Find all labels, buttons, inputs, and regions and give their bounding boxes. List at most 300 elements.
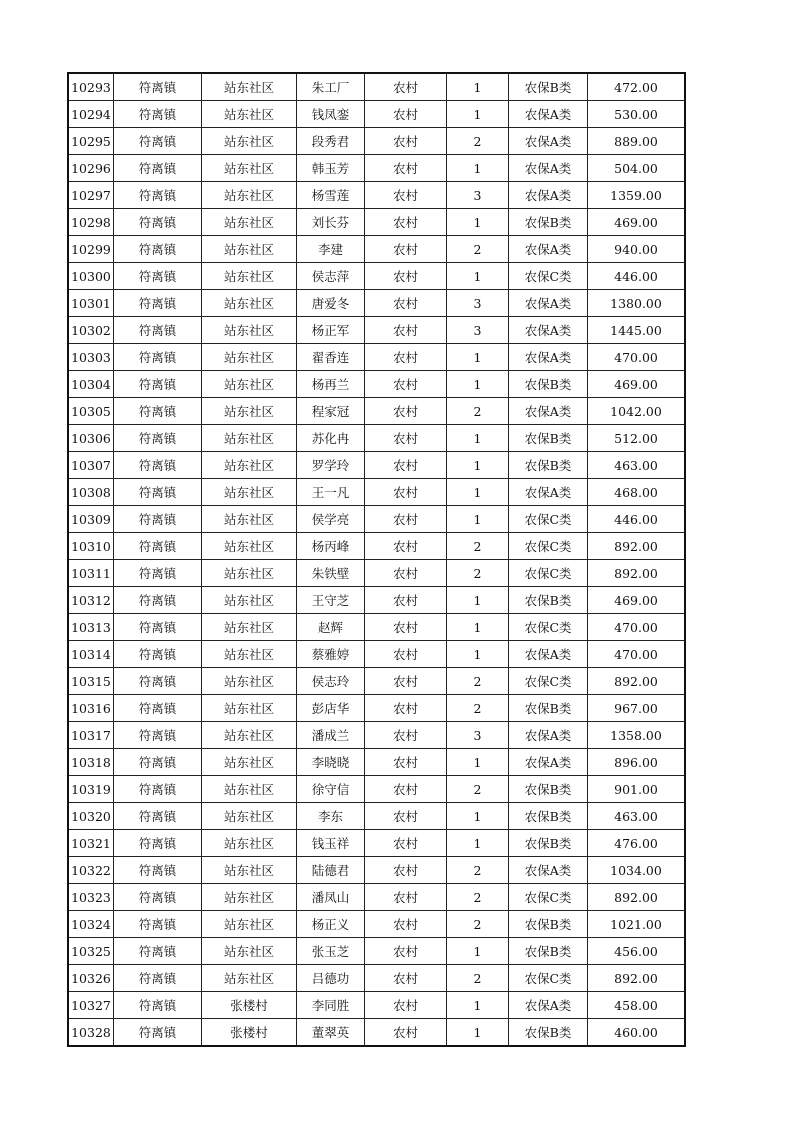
- cell-count: 3: [447, 182, 509, 209]
- table-row: [68, 236, 685, 263]
- cell-count: 2: [447, 695, 509, 722]
- cell-name: 侯志玲: [297, 668, 365, 695]
- cell-category: 农保B类: [509, 452, 588, 479]
- cell-count: 2: [447, 236, 509, 263]
- cell-category: 农保C类: [509, 533, 588, 560]
- table-row: [68, 73, 685, 101]
- cell-household-type: 农村: [365, 911, 447, 938]
- table-row: [68, 938, 685, 965]
- cell-count: 1: [447, 101, 509, 128]
- cell-category: 农保A类: [509, 398, 588, 425]
- table-row: [68, 101, 685, 128]
- cell-household-type: 农村: [365, 641, 447, 668]
- cell-household-type: 农村: [365, 209, 447, 236]
- cell-amount: 512.00: [588, 425, 686, 452]
- cell-id: 10318: [68, 749, 114, 776]
- cell-household-type: 农村: [365, 425, 447, 452]
- cell-name: 罗学玲: [297, 452, 365, 479]
- cell-community: 站东社区: [202, 668, 297, 695]
- cell-community: 张楼村: [202, 1019, 297, 1047]
- cell-household-type: 农村: [365, 263, 447, 290]
- cell-name: 潘成兰: [297, 722, 365, 749]
- cell-id: 10299: [68, 236, 114, 263]
- cell-household-type: 农村: [365, 533, 447, 560]
- cell-amount: 463.00: [588, 452, 686, 479]
- cell-town: 符离镇: [114, 533, 202, 560]
- cell-community: 站东社区: [202, 398, 297, 425]
- cell-id: 10327: [68, 992, 114, 1019]
- cell-category: 农保A类: [509, 128, 588, 155]
- cell-category: 农保B类: [509, 776, 588, 803]
- cell-amount: 1358.00: [588, 722, 686, 749]
- cell-id: 10308: [68, 479, 114, 506]
- cell-count: 1: [447, 749, 509, 776]
- cell-category: 农保C类: [509, 614, 588, 641]
- cell-id: 10297: [68, 182, 114, 209]
- cell-count: 1: [447, 425, 509, 452]
- cell-amount: 1034.00: [588, 857, 686, 884]
- cell-town: 符离镇: [114, 371, 202, 398]
- cell-household-type: 农村: [365, 479, 447, 506]
- cell-name: 徐守信: [297, 776, 365, 803]
- cell-household-type: 农村: [365, 587, 447, 614]
- table-row: [68, 344, 685, 371]
- cell-household-type: 农村: [365, 695, 447, 722]
- cell-household-type: 农村: [365, 992, 447, 1019]
- cell-amount: 1359.00: [588, 182, 686, 209]
- table-row: [68, 884, 685, 911]
- table-row: [68, 209, 685, 236]
- cell-category: 农保B类: [509, 209, 588, 236]
- cell-category: 农保A类: [509, 344, 588, 371]
- cell-community: 站东社区: [202, 722, 297, 749]
- cell-town: 符离镇: [114, 1019, 202, 1047]
- cell-id: 10305: [68, 398, 114, 425]
- cell-count: 1: [447, 587, 509, 614]
- cell-household-type: 农村: [365, 506, 447, 533]
- cell-name: 苏化冉: [297, 425, 365, 452]
- cell-town: 符离镇: [114, 965, 202, 992]
- cell-household-type: 农村: [365, 722, 447, 749]
- cell-amount: 940.00: [588, 236, 686, 263]
- cell-town: 符离镇: [114, 290, 202, 317]
- cell-household-type: 农村: [365, 128, 447, 155]
- table-row: [68, 587, 685, 614]
- cell-community: 站东社区: [202, 128, 297, 155]
- cell-id: 10310: [68, 533, 114, 560]
- cell-category: 农保B类: [509, 695, 588, 722]
- cell-town: 符离镇: [114, 479, 202, 506]
- cell-id: 10313: [68, 614, 114, 641]
- cell-amount: 892.00: [588, 560, 686, 587]
- cell-household-type: 农村: [365, 290, 447, 317]
- table-row: [68, 830, 685, 857]
- cell-amount: 1380.00: [588, 290, 686, 317]
- data-table: [67, 72, 686, 1047]
- table-row: [68, 560, 685, 587]
- cell-name: 李同胜: [297, 992, 365, 1019]
- cell-category: 农保B类: [509, 1019, 588, 1047]
- cell-household-type: 农村: [365, 452, 447, 479]
- cell-amount: 470.00: [588, 614, 686, 641]
- table-row: [68, 992, 685, 1019]
- cell-count: 1: [447, 938, 509, 965]
- cell-id: 10323: [68, 884, 114, 911]
- cell-community: 站东社区: [202, 641, 297, 668]
- cell-name: 王一凡: [297, 479, 365, 506]
- cell-amount: 967.00: [588, 695, 686, 722]
- cell-id: 10294: [68, 101, 114, 128]
- cell-community: 站东社区: [202, 695, 297, 722]
- cell-household-type: 农村: [365, 317, 447, 344]
- cell-category: 农保B类: [509, 938, 588, 965]
- cell-count: 1: [447, 479, 509, 506]
- cell-town: 符离镇: [114, 857, 202, 884]
- cell-id: 10293: [68, 73, 114, 101]
- cell-category: 农保A类: [509, 722, 588, 749]
- cell-town: 符离镇: [114, 695, 202, 722]
- cell-category: 农保A类: [509, 101, 588, 128]
- cell-town: 符离镇: [114, 73, 202, 101]
- cell-community: 站东社区: [202, 506, 297, 533]
- cell-community: 站东社区: [202, 830, 297, 857]
- cell-category: 农保C类: [509, 884, 588, 911]
- cell-town: 符离镇: [114, 236, 202, 263]
- cell-town: 符离镇: [114, 614, 202, 641]
- cell-community: 站东社区: [202, 938, 297, 965]
- cell-community: 站东社区: [202, 749, 297, 776]
- cell-amount: 889.00: [588, 128, 686, 155]
- cell-id: 10298: [68, 209, 114, 236]
- cell-town: 符离镇: [114, 128, 202, 155]
- cell-household-type: 农村: [365, 938, 447, 965]
- cell-count: 2: [447, 533, 509, 560]
- cell-community: 站东社区: [202, 857, 297, 884]
- cell-count: 1: [447, 209, 509, 236]
- cell-count: 2: [447, 884, 509, 911]
- cell-amount: 460.00: [588, 1019, 686, 1047]
- cell-name: 董翠英: [297, 1019, 365, 1047]
- cell-community: 站东社区: [202, 371, 297, 398]
- cell-town: 符离镇: [114, 263, 202, 290]
- cell-amount: 472.00: [588, 73, 686, 101]
- cell-name: 杨正义: [297, 911, 365, 938]
- table-row: [68, 911, 685, 938]
- table-row: [68, 182, 685, 209]
- cell-category: 农保A类: [509, 182, 588, 209]
- cell-community: 站东社区: [202, 290, 297, 317]
- cell-name: 段秀君: [297, 128, 365, 155]
- cell-household-type: 农村: [365, 614, 447, 641]
- cell-amount: 892.00: [588, 884, 686, 911]
- cell-name: 李东: [297, 803, 365, 830]
- document-page: [67, 72, 679, 1047]
- table-row: [68, 452, 685, 479]
- cell-category: 农保A类: [509, 641, 588, 668]
- cell-town: 符离镇: [114, 749, 202, 776]
- cell-household-type: 农村: [365, 776, 447, 803]
- cell-household-type: 农村: [365, 73, 447, 101]
- cell-amount: 892.00: [588, 965, 686, 992]
- cell-amount: 476.00: [588, 830, 686, 857]
- cell-community: 站东社区: [202, 587, 297, 614]
- cell-count: 2: [447, 668, 509, 695]
- cell-id: 10295: [68, 128, 114, 155]
- table-row: [68, 425, 685, 452]
- cell-amount: 469.00: [588, 209, 686, 236]
- cell-household-type: 农村: [365, 182, 447, 209]
- cell-household-type: 农村: [365, 236, 447, 263]
- cell-count: 3: [447, 290, 509, 317]
- cell-count: 1: [447, 506, 509, 533]
- table-row: [68, 479, 685, 506]
- cell-id: 10301: [68, 290, 114, 317]
- cell-id: 10321: [68, 830, 114, 857]
- cell-town: 符离镇: [114, 155, 202, 182]
- cell-amount: 530.00: [588, 101, 686, 128]
- cell-town: 符离镇: [114, 938, 202, 965]
- cell-amount: 892.00: [588, 668, 686, 695]
- cell-id: 10309: [68, 506, 114, 533]
- table-row: [68, 857, 685, 884]
- cell-id: 10314: [68, 641, 114, 668]
- cell-id: 10304: [68, 371, 114, 398]
- cell-town: 符离镇: [114, 560, 202, 587]
- cell-count: 1: [447, 155, 509, 182]
- cell-community: 站东社区: [202, 776, 297, 803]
- cell-id: 10302: [68, 317, 114, 344]
- cell-id: 10326: [68, 965, 114, 992]
- cell-id: 10315: [68, 668, 114, 695]
- cell-count: 1: [447, 830, 509, 857]
- cell-town: 符离镇: [114, 830, 202, 857]
- table-row: [68, 371, 685, 398]
- cell-count: 2: [447, 965, 509, 992]
- cell-id: 10311: [68, 560, 114, 587]
- cell-amount: 901.00: [588, 776, 686, 803]
- cell-household-type: 农村: [365, 803, 447, 830]
- cell-name: 李晓晓: [297, 749, 365, 776]
- cell-id: 10325: [68, 938, 114, 965]
- cell-count: 1: [447, 263, 509, 290]
- table-row: [68, 641, 685, 668]
- cell-amount: 504.00: [588, 155, 686, 182]
- cell-community: 站东社区: [202, 479, 297, 506]
- cell-amount: 892.00: [588, 533, 686, 560]
- cell-name: 彭店华: [297, 695, 365, 722]
- cell-household-type: 农村: [365, 884, 447, 911]
- table-body: [68, 73, 685, 1046]
- cell-id: 10324: [68, 911, 114, 938]
- cell-town: 符离镇: [114, 506, 202, 533]
- cell-amount: 1021.00: [588, 911, 686, 938]
- table-row: [68, 1019, 685, 1047]
- cell-name: 韩玉芳: [297, 155, 365, 182]
- cell-amount: 1042.00: [588, 398, 686, 425]
- cell-name: 钱玉祥: [297, 830, 365, 857]
- cell-category: 农保B类: [509, 830, 588, 857]
- cell-count: 1: [447, 344, 509, 371]
- cell-amount: 463.00: [588, 803, 686, 830]
- cell-town: 符离镇: [114, 803, 202, 830]
- cell-count: 1: [447, 803, 509, 830]
- table-row: [68, 803, 685, 830]
- table-row: [68, 695, 685, 722]
- cell-name: 杨正军: [297, 317, 365, 344]
- cell-id: 10320: [68, 803, 114, 830]
- cell-id: 10322: [68, 857, 114, 884]
- table-row: [68, 263, 685, 290]
- table-row: [68, 965, 685, 992]
- cell-category: 农保A类: [509, 749, 588, 776]
- cell-town: 符离镇: [114, 425, 202, 452]
- cell-name: 侯学亮: [297, 506, 365, 533]
- cell-id: 10306: [68, 425, 114, 452]
- cell-count: 3: [447, 722, 509, 749]
- cell-category: 农保C类: [509, 263, 588, 290]
- cell-town: 符离镇: [114, 182, 202, 209]
- cell-community: 站东社区: [202, 965, 297, 992]
- cell-name: 钱凤銮: [297, 101, 365, 128]
- cell-amount: 896.00: [588, 749, 686, 776]
- table-row: [68, 776, 685, 803]
- cell-community: 站东社区: [202, 236, 297, 263]
- cell-household-type: 农村: [365, 830, 447, 857]
- cell-name: 李建: [297, 236, 365, 263]
- table-row: [68, 668, 685, 695]
- cell-amount: 456.00: [588, 938, 686, 965]
- cell-category: 农保A类: [509, 236, 588, 263]
- cell-category: 农保B类: [509, 73, 588, 101]
- cell-name: 朱工厂: [297, 73, 365, 101]
- cell-household-type: 农村: [365, 398, 447, 425]
- cell-id: 10328: [68, 1019, 114, 1047]
- cell-name: 唐爱冬: [297, 290, 365, 317]
- cell-category: 农保A类: [509, 992, 588, 1019]
- cell-id: 10296: [68, 155, 114, 182]
- table-row: [68, 317, 685, 344]
- cell-community: 站东社区: [202, 533, 297, 560]
- cell-community: 张楼村: [202, 992, 297, 1019]
- cell-community: 站东社区: [202, 560, 297, 587]
- table-row: [68, 749, 685, 776]
- cell-name: 赵辉: [297, 614, 365, 641]
- cell-count: 1: [447, 452, 509, 479]
- cell-id: 10307: [68, 452, 114, 479]
- cell-category: 农保B类: [509, 425, 588, 452]
- cell-town: 符离镇: [114, 722, 202, 749]
- cell-category: 农保C类: [509, 560, 588, 587]
- cell-category: 农保B类: [509, 371, 588, 398]
- cell-community: 站东社区: [202, 884, 297, 911]
- cell-town: 符离镇: [114, 344, 202, 371]
- cell-count: 3: [447, 317, 509, 344]
- cell-amount: 446.00: [588, 506, 686, 533]
- cell-category: 农保C类: [509, 506, 588, 533]
- cell-town: 符离镇: [114, 992, 202, 1019]
- cell-amount: 469.00: [588, 371, 686, 398]
- cell-category: 农保A类: [509, 155, 588, 182]
- cell-household-type: 农村: [365, 668, 447, 695]
- cell-amount: 470.00: [588, 344, 686, 371]
- cell-household-type: 农村: [365, 101, 447, 128]
- cell-id: 10316: [68, 695, 114, 722]
- cell-count: 2: [447, 911, 509, 938]
- cell-name: 杨再兰: [297, 371, 365, 398]
- cell-count: 2: [447, 857, 509, 884]
- cell-name: 侯志萍: [297, 263, 365, 290]
- cell-amount: 469.00: [588, 587, 686, 614]
- cell-household-type: 农村: [365, 857, 447, 884]
- cell-category: 农保A类: [509, 857, 588, 884]
- cell-town: 符离镇: [114, 101, 202, 128]
- cell-name: 陆德君: [297, 857, 365, 884]
- cell-town: 符离镇: [114, 209, 202, 236]
- table-row: [68, 506, 685, 533]
- cell-name: 张玉芝: [297, 938, 365, 965]
- cell-household-type: 农村: [365, 371, 447, 398]
- cell-town: 符离镇: [114, 776, 202, 803]
- cell-town: 符离镇: [114, 641, 202, 668]
- cell-community: 站东社区: [202, 263, 297, 290]
- cell-community: 站东社区: [202, 182, 297, 209]
- cell-count: 1: [447, 641, 509, 668]
- cell-amount: 470.00: [588, 641, 686, 668]
- cell-category: 农保A类: [509, 479, 588, 506]
- cell-name: 王守芝: [297, 587, 365, 614]
- cell-category: 农保B类: [509, 803, 588, 830]
- cell-name: 刘长芬: [297, 209, 365, 236]
- cell-id: 10319: [68, 776, 114, 803]
- cell-town: 符离镇: [114, 317, 202, 344]
- cell-household-type: 农村: [365, 560, 447, 587]
- cell-count: 2: [447, 776, 509, 803]
- cell-community: 站东社区: [202, 911, 297, 938]
- cell-household-type: 农村: [365, 344, 447, 371]
- cell-town: 符离镇: [114, 587, 202, 614]
- cell-count: 2: [447, 128, 509, 155]
- cell-community: 站东社区: [202, 803, 297, 830]
- table-row: [68, 533, 685, 560]
- cell-amount: 446.00: [588, 263, 686, 290]
- cell-amount: 458.00: [588, 992, 686, 1019]
- cell-community: 站东社区: [202, 101, 297, 128]
- cell-id: 10312: [68, 587, 114, 614]
- cell-community: 站东社区: [202, 344, 297, 371]
- cell-category: 农保A类: [509, 317, 588, 344]
- cell-category: 农保C类: [509, 965, 588, 992]
- cell-town: 符离镇: [114, 398, 202, 425]
- cell-count: 1: [447, 73, 509, 101]
- cell-community: 站东社区: [202, 452, 297, 479]
- cell-household-type: 农村: [365, 749, 447, 776]
- cell-count: 1: [447, 992, 509, 1019]
- cell-household-type: 农村: [365, 1019, 447, 1047]
- table-row: [68, 155, 685, 182]
- table-row: [68, 614, 685, 641]
- cell-community: 站东社区: [202, 73, 297, 101]
- cell-community: 站东社区: [202, 317, 297, 344]
- cell-amount: 468.00: [588, 479, 686, 506]
- cell-community: 站东社区: [202, 155, 297, 182]
- cell-community: 站东社区: [202, 425, 297, 452]
- cell-count: 1: [447, 371, 509, 398]
- cell-town: 符离镇: [114, 911, 202, 938]
- cell-name: 朱铁壁: [297, 560, 365, 587]
- cell-count: 1: [447, 1019, 509, 1047]
- cell-category: 农保B类: [509, 911, 588, 938]
- cell-category: 农保B类: [509, 587, 588, 614]
